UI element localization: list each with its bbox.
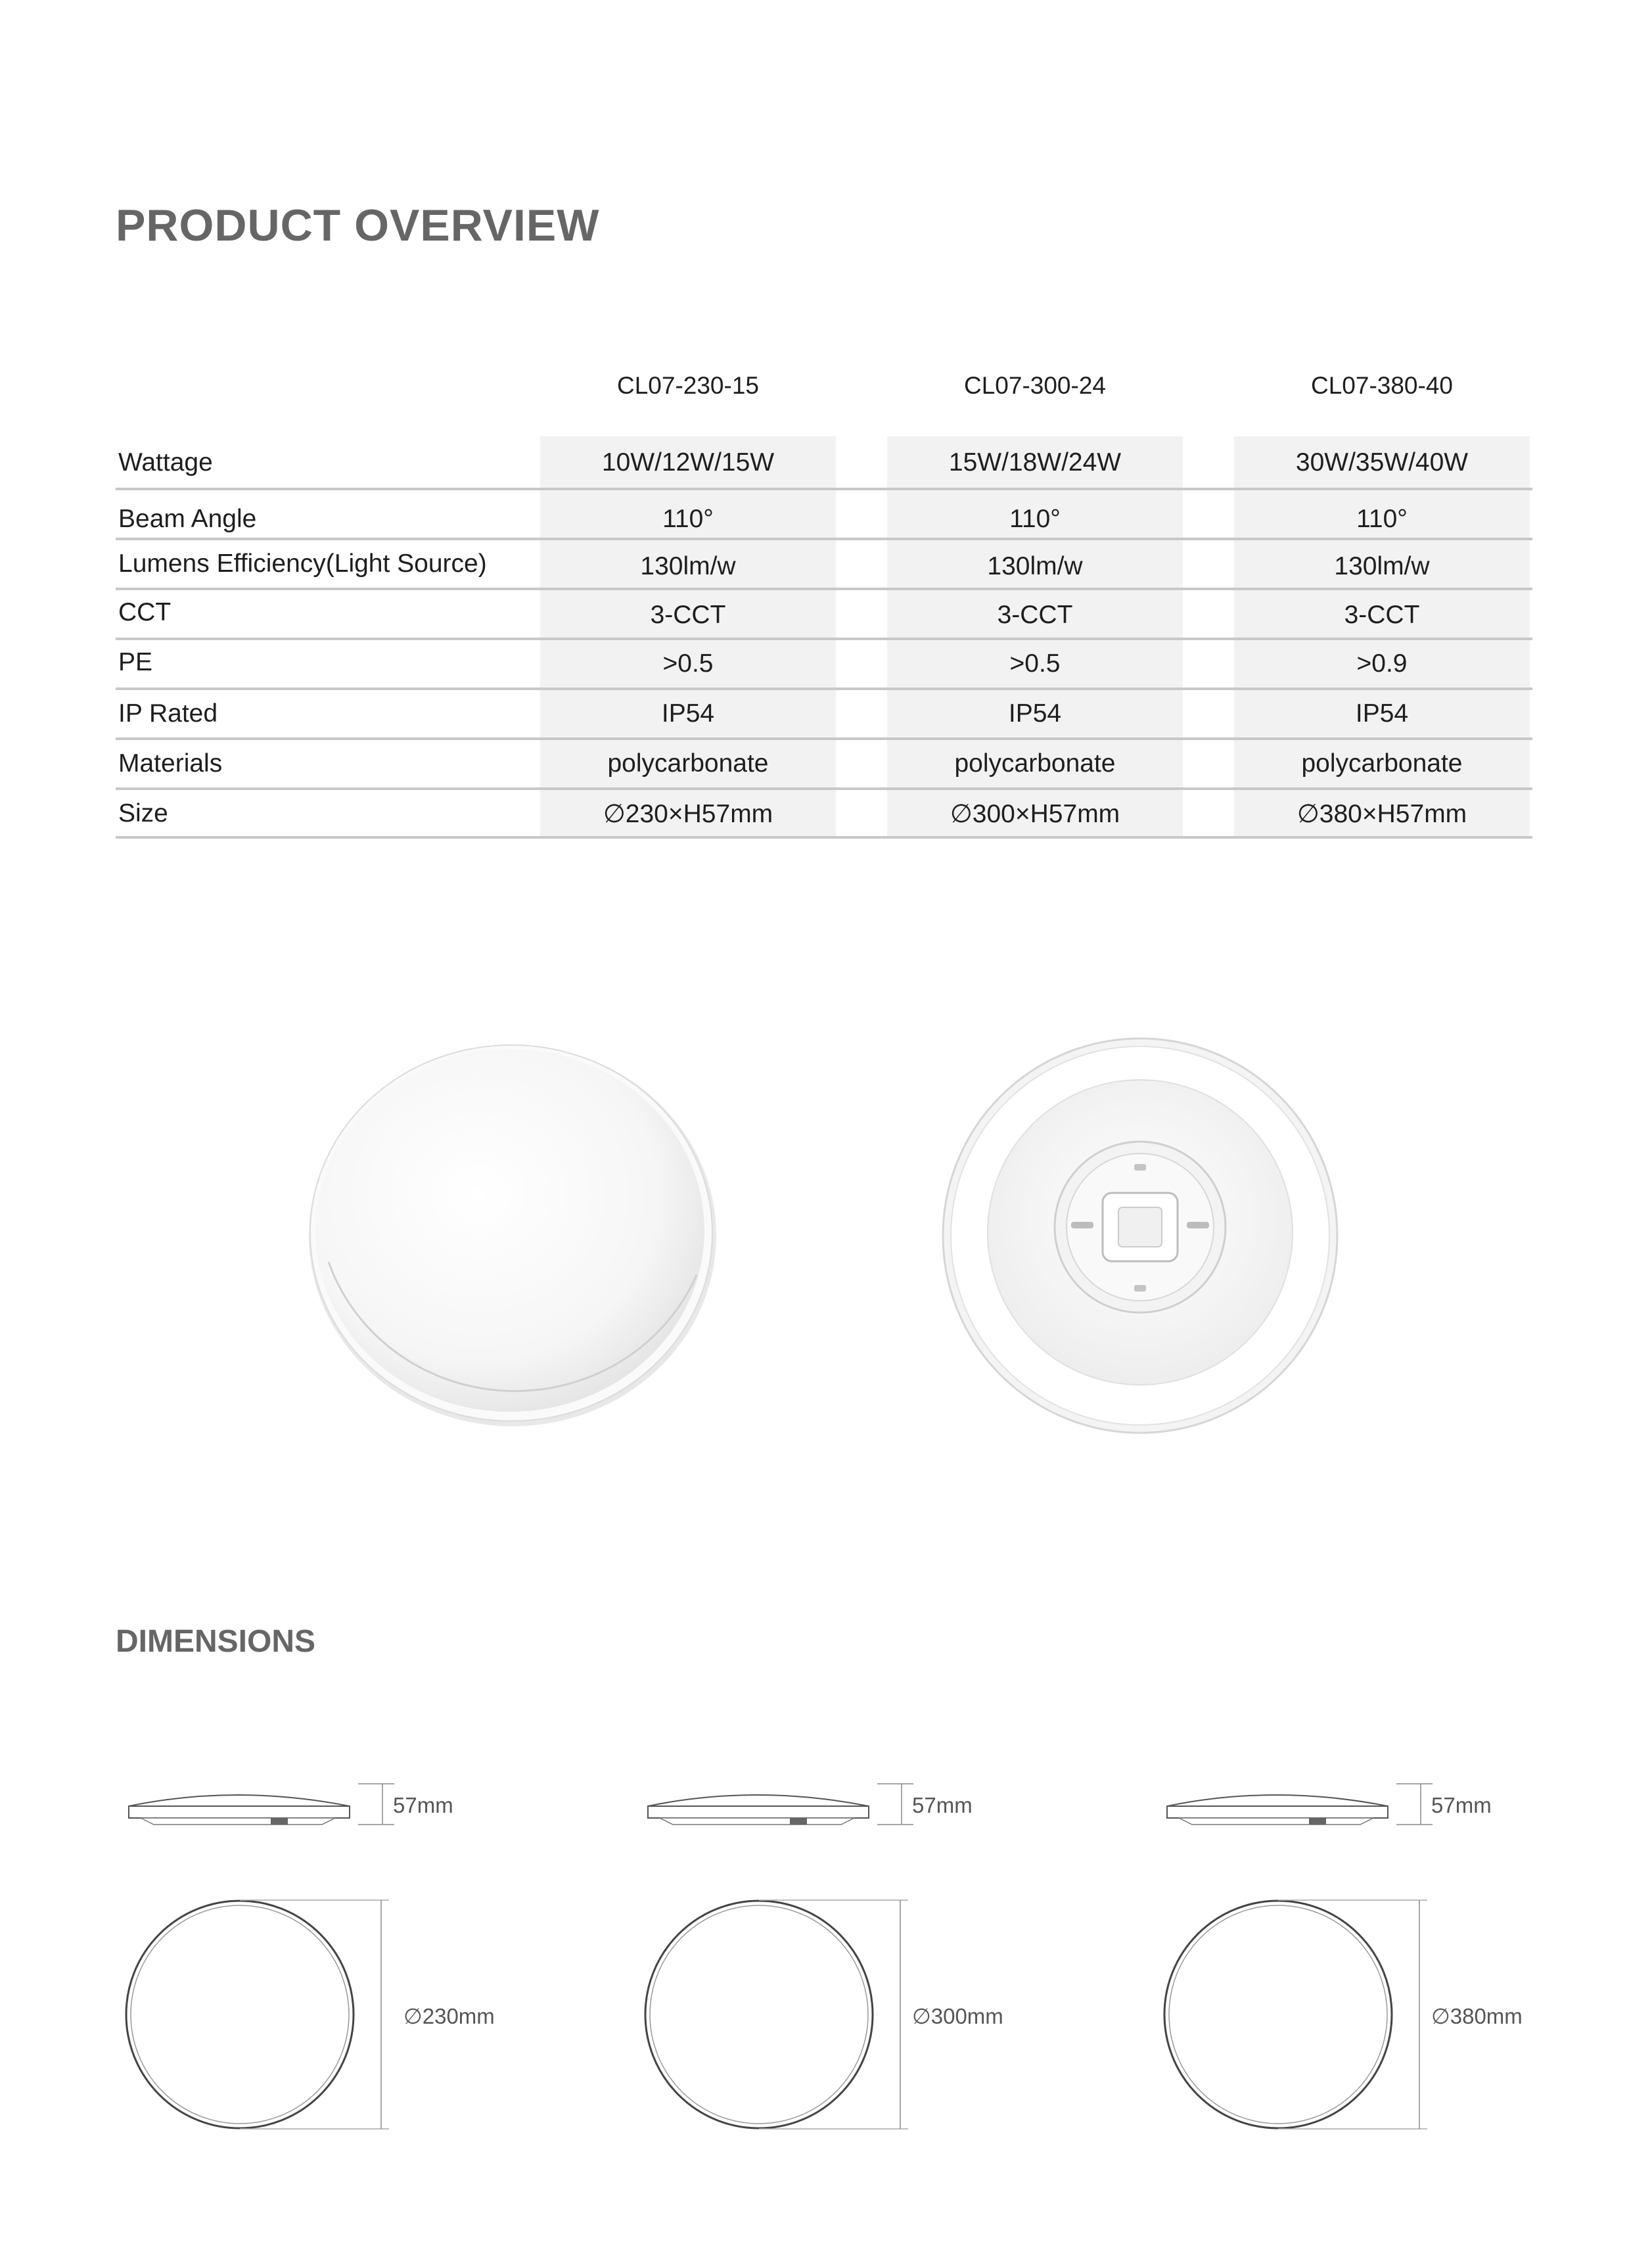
table-cell: 30W/35W/40W <box>1295 448 1469 477</box>
table-cell: 15W/18W/24W <box>948 448 1122 477</box>
top-view-circle-drawing <box>1163 1896 1433 2133</box>
height-label: 57mm <box>912 1793 973 1817</box>
row-label-materials: Materials <box>118 749 223 778</box>
table-cell: 110° <box>1009 505 1061 533</box>
row-divider <box>116 737 1532 740</box>
row-divider <box>116 687 1532 690</box>
table-cell: ∅380×H57mm <box>1296 800 1467 828</box>
row-label-ip-rated: IP Rated <box>118 699 218 728</box>
row-label-cct: CCT <box>118 598 172 626</box>
table-cell: IP54 <box>661 699 715 728</box>
table-cell: ∅300×H57mm <box>950 800 1120 828</box>
table-cell: 110° <box>662 505 714 533</box>
row-label-beam-angle: Beam Angle <box>118 505 257 533</box>
table-cell: 10W/12W/15W <box>601 448 775 477</box>
diameter-label: ∅380mm <box>1431 2004 1523 2028</box>
column-header-cl07-300-24: CL07-300-24 <box>964 372 1106 399</box>
column-header-cl07-380-40: CL07-380-40 <box>1311 372 1453 399</box>
table-cell: IP54 <box>1355 699 1409 728</box>
dimensions-title: DIMENSIONS <box>116 1624 316 1659</box>
table-cell: IP54 <box>1008 699 1062 728</box>
row-label-wattage: Wattage <box>118 448 213 477</box>
table-cell: 130lm/w <box>1334 552 1430 580</box>
height-label: 57mm <box>1431 1793 1492 1817</box>
row-divider <box>116 787 1532 790</box>
row-label-lumens-efficiency: Lumens Efficiency(Light Source) <box>118 549 487 578</box>
side-profile-drawing <box>644 1781 913 1840</box>
row-label-size: Size <box>118 799 168 827</box>
table-cell: polycarbonate <box>607 749 769 778</box>
table-cell: 130lm/w <box>987 552 1083 580</box>
table-cell: 3-CCT <box>650 601 726 629</box>
top-view-circle-drawing <box>644 1896 913 2133</box>
column-header-cl07-230-15: CL07-230-15 <box>617 372 759 399</box>
table-cell: 110° <box>1356 505 1408 533</box>
side-profile-drawing <box>1163 1781 1433 1840</box>
row-divider <box>116 538 1532 540</box>
table-cell: >0.5 <box>1009 649 1061 678</box>
table-cell: 3-CCT <box>997 601 1073 629</box>
row-divider <box>116 488 1532 490</box>
diameter-label: ∅230mm <box>403 2004 495 2028</box>
page-title: PRODUCT OVERVIEW <box>116 200 600 250</box>
top-view-circle-drawing <box>125 1896 394 2133</box>
height-label: 57mm <box>393 1793 453 1817</box>
row-divider <box>116 638 1532 640</box>
row-divider <box>116 588 1532 590</box>
table-cell: ∅230×H57mm <box>603 800 773 828</box>
table-cell: polycarbonate <box>954 749 1116 778</box>
table-cell: >0.9 <box>1356 649 1408 678</box>
diameter-label: ∅300mm <box>912 2004 1003 2028</box>
product-front-image <box>302 1038 723 1433</box>
table-cell: polycarbonate <box>1301 749 1463 778</box>
row-label-pe: PE <box>118 648 153 676</box>
table-cell: >0.5 <box>662 649 714 678</box>
row-divider <box>116 836 1532 839</box>
table-cell: 130lm/w <box>640 552 736 580</box>
side-profile-drawing <box>125 1781 394 1840</box>
product-back-image <box>940 1035 1341 1436</box>
table-cell: 3-CCT <box>1344 601 1420 629</box>
